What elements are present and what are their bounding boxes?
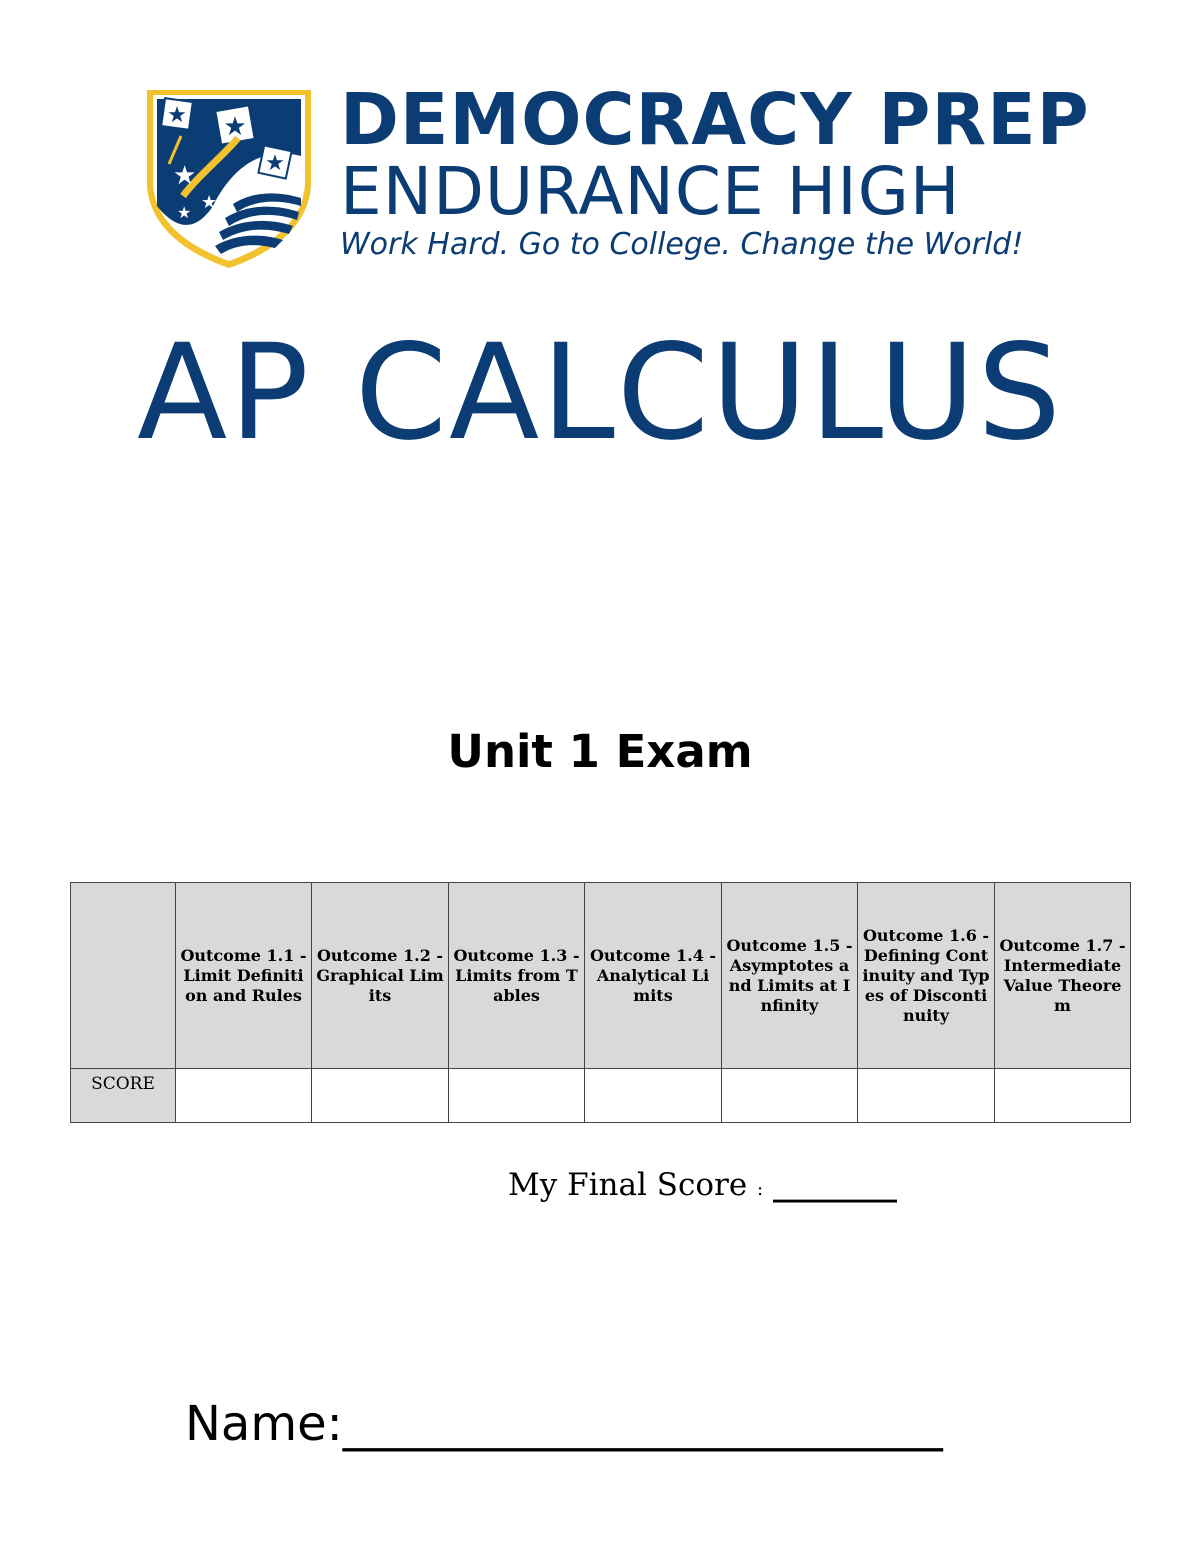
score-cell-1-1[interactable] bbox=[176, 1069, 312, 1123]
score-cell-1-5[interactable] bbox=[722, 1069, 858, 1123]
name-blank[interactable]: _________________________ bbox=[342, 1396, 943, 1452]
score-cell-1-6[interactable] bbox=[858, 1069, 995, 1123]
header-outcome-1-1: Outcome 1.1 - Limit Definition and Rules bbox=[176, 883, 312, 1069]
table-corner-cell bbox=[71, 883, 176, 1069]
name-field bbox=[185, 1392, 943, 1456]
final-score-blank[interactable]: ________ bbox=[772, 1167, 897, 1203]
header-outcome-1-3: Outcome 1.3 - Limits from Tables bbox=[449, 883, 585, 1069]
school-name-line1: DEMOCRACY PREP bbox=[340, 78, 1090, 161]
table-header-row bbox=[71, 883, 1131, 1069]
final-score-colon: : bbox=[757, 1179, 764, 1200]
svg-text:★: ★ bbox=[173, 161, 197, 191]
school-name-line2: ENDURANCE HIGH bbox=[340, 153, 961, 230]
school-motto: Work Hard. Go to College. Change the World! bbox=[340, 227, 1024, 262]
header-outcome-1-4: Outcome 1.4 - Analytical Limits bbox=[585, 883, 722, 1069]
score-row-label: SCORE bbox=[71, 1069, 176, 1123]
score-cell-1-3[interactable] bbox=[449, 1069, 585, 1123]
svg-text:★: ★ bbox=[177, 203, 192, 222]
score-cell-1-2[interactable] bbox=[312, 1069, 449, 1123]
svg-text:★: ★ bbox=[167, 103, 187, 128]
outcome-score-table bbox=[70, 882, 1131, 1123]
course-title: AP CALCULUS bbox=[136, 316, 1064, 470]
header-outcome-1-6: Outcome 1.6 - Defining Continuity and Types of Discontinuity bbox=[858, 883, 995, 1069]
header-outcome-1-5: Outcome 1.5 - Asymptotes and Limits at Infinity bbox=[722, 883, 858, 1069]
svg-text:★: ★ bbox=[201, 192, 218, 213]
svg-text:★: ★ bbox=[223, 112, 247, 142]
header-outcome-1-2: Outcome 1.2 - Graphical Limits bbox=[312, 883, 449, 1069]
school-shield-icon bbox=[143, 86, 315, 270]
score-cell-1-4[interactable] bbox=[585, 1069, 722, 1123]
logo-wordmark bbox=[340, 78, 1090, 262]
school-logo bbox=[143, 78, 1090, 272]
header-outcome-1-7: Outcome 1.7 - Intermediate Value Theorem bbox=[995, 883, 1131, 1069]
exam-title: Unit 1 Exam bbox=[447, 725, 753, 778]
svg-text:★: ★ bbox=[265, 151, 285, 176]
final-score-line bbox=[508, 1165, 897, 1210]
name-label: Name: bbox=[185, 1396, 343, 1452]
score-row bbox=[71, 1069, 1131, 1123]
score-cell-1-7[interactable] bbox=[995, 1069, 1131, 1123]
final-score-label: My Final Score bbox=[508, 1167, 748, 1203]
